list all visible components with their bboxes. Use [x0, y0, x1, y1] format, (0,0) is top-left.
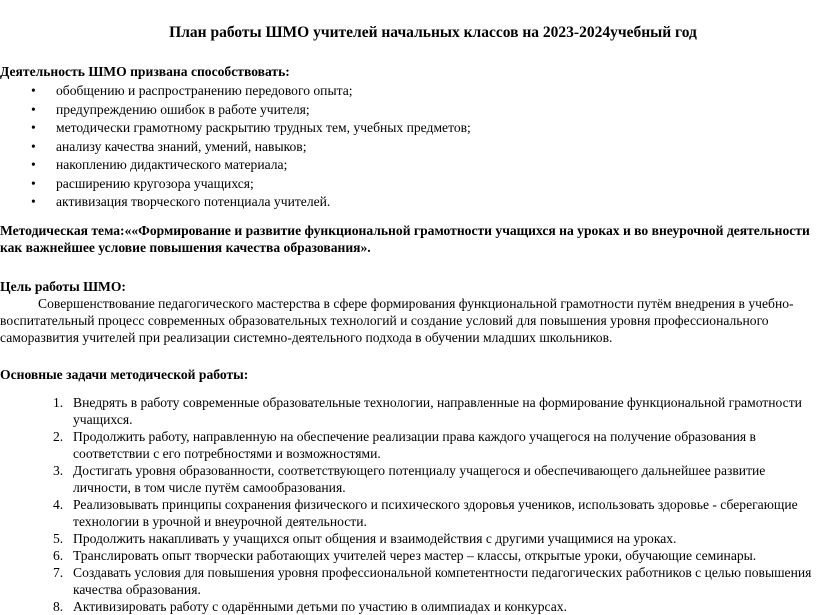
list-item: • накоплению дидактического материала; — [0, 156, 471, 175]
activity-section — [0, 63, 471, 212]
tasks-list — [0, 394, 813, 615]
list-item: • расширению кругозора учащихся; — [0, 175, 471, 194]
task-text: Транслировать опыт творчески работающих учителей через мастер – классы, открытые уроки, обучающие семинары. — [73, 548, 757, 563]
goal-section — [0, 278, 800, 346]
goal-text: Совершенствование педагогического мастерства в сфере формирования функциональной грамотности путём внедрения в учебно-воспитательный процесс современных образовательных технологий и создание условий для повышения уровня профессионального саморазвития учителей при реализации системно-деятельного подхода в обучении младших школьников. — [0, 296, 794, 345]
list-item — [0, 598, 813, 615]
list-item — [0, 547, 813, 564]
activity-list — [0, 82, 471, 212]
task-number: 7. — [53, 565, 64, 580]
task-number: 2. — [53, 429, 64, 444]
task-text: Внедрять в работу современные образовательные технологии, направленные на формирование функциональной грамотности учащихся. — [73, 395, 802, 427]
task-text: Создавать условия для повышения уровня профессиональной компетентности педагогических работников с целью повышения качества образования. — [73, 565, 812, 597]
goal-heading: Цель работы ШМО: — [0, 279, 126, 294]
task-number: 1. — [53, 395, 64, 410]
list-item: • анализу качества знаний, умений, навыков; — [0, 138, 471, 157]
task-number: 3. — [53, 463, 64, 478]
list-item — [0, 462, 813, 496]
tasks-section — [0, 366, 813, 615]
list-item — [0, 428, 813, 462]
task-number: 4. — [53, 497, 64, 512]
task-text: Продолжить работу, направленную на обеспечение реализации права каждого учащегося на получение образования в соответствии с его потребностями и возможностями. — [73, 429, 756, 461]
list-item: • обобщению и распространению передового опыта; — [0, 82, 471, 101]
activity-heading: Деятельность ШМО призвана способствовать: — [0, 64, 290, 79]
task-number: 8. — [53, 599, 64, 614]
page-title: План работы ШМО учителей начальных классов на 2023-2024учебный год — [169, 24, 697, 41]
task-number: 5. — [53, 531, 64, 546]
list-item: • предупреждению ошибок в работе учителя; — [0, 101, 471, 120]
list-item — [0, 394, 813, 428]
list-item: • методически грамотному раскрытию трудных тем, учебных предметов; — [0, 119, 471, 138]
list-item — [0, 564, 813, 598]
list-item — [0, 496, 813, 530]
task-text: Достигать уровня образованности, соответствующего потенциалу учащегося и обеспечивающего дальнейшее развитие личности, в том числе путём самообразования. — [73, 463, 766, 495]
task-text: Реализовывать принципы сохранения физического и психического здоровья учеников, использовать здоровье - сберегающие технологии в урочной и внеурочной деятельности. — [73, 497, 798, 529]
method-theme: Методическая тема:««Формирование и развитие функциональной грамотности учащихся на уроках и во внеурочной деятельности как важнейшее условие повышения качества образования». — [0, 223, 810, 255]
tasks-heading: Основные задачи методической работы: — [0, 367, 249, 382]
list-item: • активизация творческого потенциала учителей. — [0, 193, 471, 212]
task-number: 6. — [53, 548, 64, 563]
task-text: Продолжить накапливать у учащихся опыт общения и взаимодействия с другими учащимися на уроках. — [73, 531, 677, 546]
list-item — [0, 530, 813, 547]
task-text: Активизировать работу с одарёнными детьми по участию в олимпиадах и конкурсах. — [73, 599, 567, 614]
